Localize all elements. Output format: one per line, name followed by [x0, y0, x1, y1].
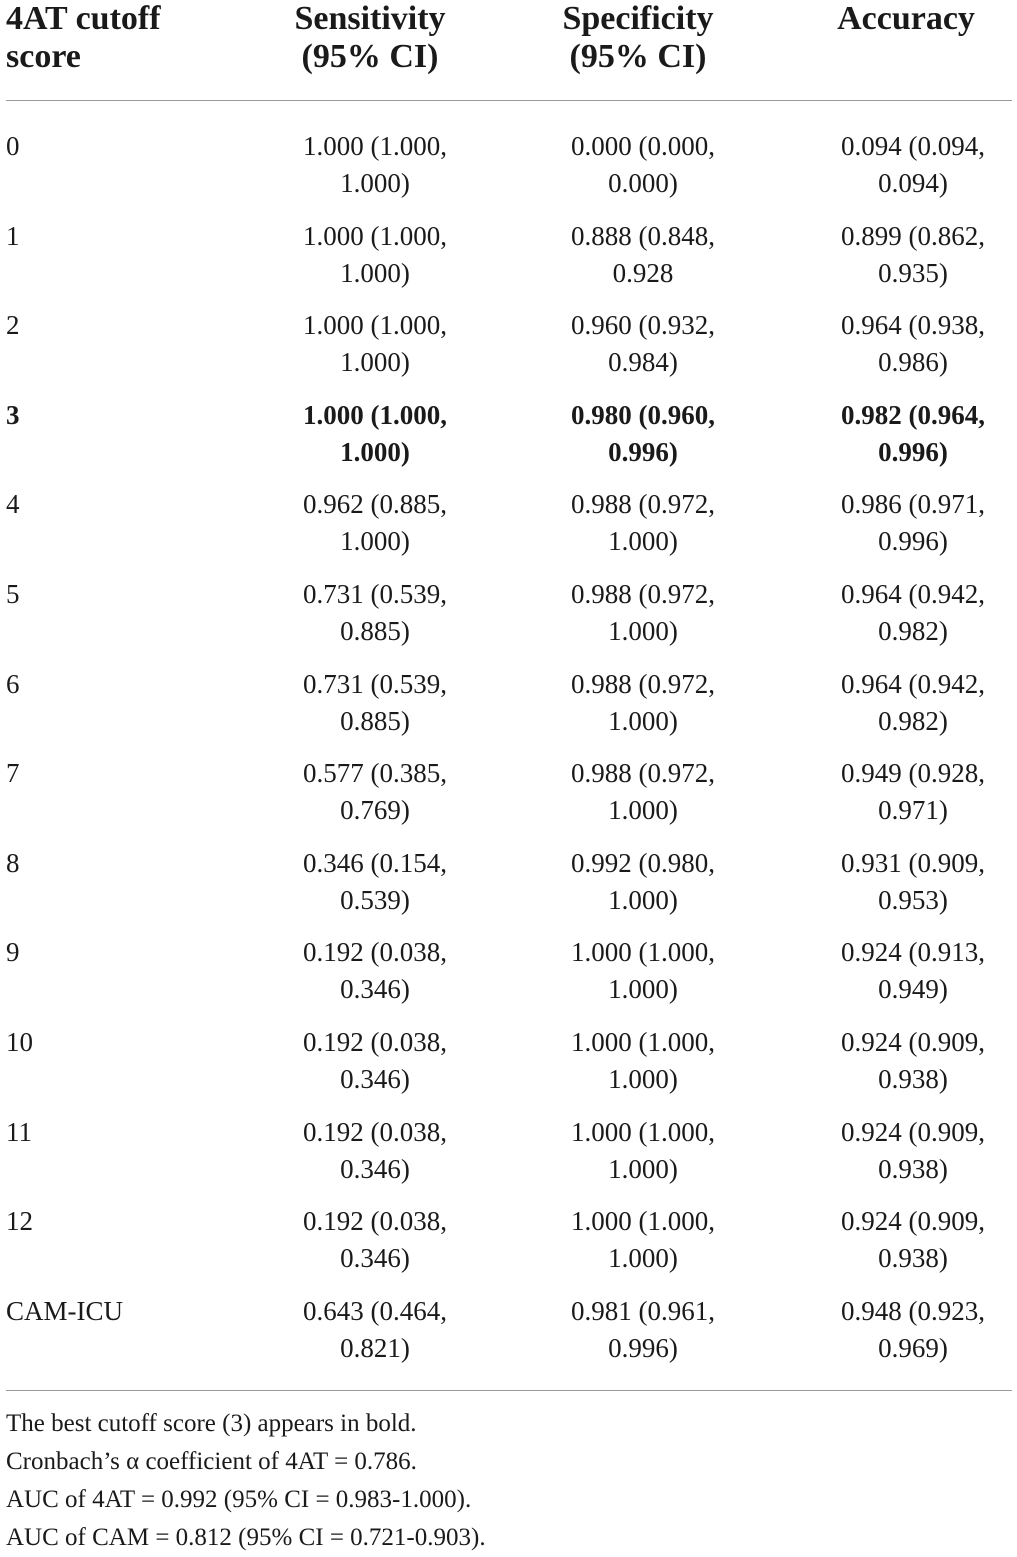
- cell-specificity: [523, 755, 763, 829]
- cell-specificity: [523, 397, 763, 471]
- cell-sensitivity: [255, 218, 495, 292]
- table-row: [0, 128, 1017, 218]
- cell-accuracy-line: 0.935): [878, 257, 948, 288]
- cell-specificity: [523, 1293, 763, 1367]
- cell-accuracy: [793, 845, 1017, 919]
- header-cutoff-score: 4AT cutoff score: [6, 0, 161, 75]
- table-row: [0, 845, 1017, 935]
- table-row: [0, 397, 1017, 487]
- cell-accuracy-line: 0.986): [878, 347, 948, 378]
- cell-specificity: [523, 1024, 763, 1098]
- cell-specificity-line: 1.000): [608, 884, 678, 915]
- cell-accuracy: [793, 755, 1017, 829]
- cell-accuracy: [793, 576, 1017, 650]
- cell-specificity: [523, 128, 763, 202]
- cell-specificity-line: 0.000 (0.000,: [571, 131, 715, 161]
- cell-sensitivity-line: 0.769): [340, 795, 410, 826]
- cell-accuracy-line: 0.948 (0.923,: [841, 1295, 985, 1326]
- cell-accuracy-line: 0.949 (0.928,: [841, 758, 985, 789]
- cell-sensitivity-line: 0.192 (0.038,: [303, 1026, 447, 1057]
- cell-specificity-line: 1.000 (1.000,: [571, 1026, 715, 1057]
- cell-sensitivity: [255, 666, 495, 740]
- footnote-auc-cam: AUC of CAM = 0.812 (95% CI = 0.721-0.903).: [6, 1524, 486, 1551]
- cell-accuracy-line: 0.924 (0.909,: [841, 1026, 985, 1057]
- cell-accuracy-line: 0.938): [878, 1243, 948, 1274]
- cell-sensitivity-line: 1.000 (1.000,: [303, 310, 447, 341]
- cell-sensitivity: [255, 1203, 495, 1277]
- cell-specificity: [523, 1114, 763, 1188]
- cell-sensitivity-line: 0.192 (0.038,: [303, 937, 447, 968]
- cell-specificity-line: 1.000): [608, 705, 678, 736]
- cell-sensitivity: [255, 307, 495, 381]
- cell-specificity-line: 0.928: [612, 257, 674, 288]
- cell-sensitivity-line: 0.346): [340, 1153, 410, 1184]
- cell-cutoff-score: 10: [6, 1026, 33, 1057]
- table-footnotes: [6, 1405, 486, 1557]
- cell-specificity: [523, 576, 763, 650]
- cell-cutoff-score: 11: [6, 1116, 32, 1147]
- footnote-cronbach-alpha: Cronbach’s α coefficient of 4AT = 0.786.: [6, 1448, 417, 1475]
- cell-sensitivity: [255, 128, 495, 202]
- cell-sensitivity-line: 0.346): [340, 1063, 410, 1094]
- table-row: [0, 307, 1017, 397]
- cell-accuracy-line: 0.094): [878, 168, 948, 198]
- table-row: [0, 576, 1017, 666]
- cell-specificity: [523, 486, 763, 560]
- header-sensitivity: Sensitivity (95% CI): [294, 0, 446, 75]
- cell-accuracy-line: 0.982): [878, 705, 948, 736]
- cell-accuracy-line: 0.949): [878, 974, 948, 1005]
- cell-sensitivity-line: 0.821): [340, 1332, 410, 1363]
- cell-specificity-line: 0.984): [608, 347, 678, 378]
- table-row: [0, 486, 1017, 576]
- cell-sensitivity-line: 0.192 (0.038,: [303, 1206, 447, 1237]
- cell-cutoff-score: 5: [6, 578, 20, 609]
- cell-sensitivity-line: 0.539): [340, 884, 410, 915]
- cell-specificity: [523, 218, 763, 292]
- cell-specificity-line: 0.988 (0.972,: [571, 758, 715, 789]
- header-accuracy: Accuracy: [837, 0, 975, 37]
- cell-specificity: [523, 307, 763, 381]
- cell-cutoff-score: 3: [6, 399, 20, 430]
- cell-sensitivity: [255, 755, 495, 829]
- cell-accuracy-line: 0.971): [878, 795, 948, 826]
- cell-accuracy-line: 0.969): [878, 1332, 948, 1363]
- table-row: [0, 1203, 1017, 1293]
- cell-sensitivity-line: 1.000 (1.000,: [303, 399, 447, 430]
- cell-cutoff-score: 7: [6, 758, 20, 789]
- cell-specificity-line: 1.000): [608, 974, 678, 1005]
- cell-sensitivity-line: 0.643 (0.464,: [303, 1295, 447, 1326]
- cell-sensitivity: [255, 576, 495, 650]
- cell-cutoff-score: 0: [6, 131, 20, 161]
- cell-specificity: [523, 1203, 763, 1277]
- cell-accuracy-line: 0.924 (0.913,: [841, 937, 985, 968]
- cell-cutoff-score: 12: [6, 1206, 33, 1237]
- cell-sensitivity: [255, 486, 495, 560]
- cell-sensitivity-line: 0.192 (0.038,: [303, 1116, 447, 1147]
- cell-specificity-line: 1.000): [608, 1063, 678, 1094]
- table-row: [0, 934, 1017, 1024]
- cell-accuracy-line: 0.938): [878, 1153, 948, 1184]
- cell-sensitivity-line: 0.885): [340, 615, 410, 646]
- cell-sensitivity-line: 1.000): [340, 526, 410, 557]
- cell-accuracy-line: 0.924 (0.909,: [841, 1206, 985, 1237]
- cell-accuracy-line: 0.996): [878, 436, 948, 467]
- cell-specificity-line: 0.996): [608, 436, 678, 467]
- footer-divider: [6, 1390, 1012, 1391]
- cell-sensitivity: [255, 1293, 495, 1367]
- cell-accuracy: [793, 1024, 1017, 1098]
- cell-specificity-line: 1.000): [608, 1243, 678, 1274]
- cell-accuracy: [793, 934, 1017, 1008]
- cell-accuracy: [793, 1203, 1017, 1277]
- cell-accuracy-line: 0.953): [878, 884, 948, 915]
- table-row: [0, 755, 1017, 845]
- cell-specificity-line: 0.988 (0.972,: [571, 668, 715, 699]
- cell-specificity-line: 0.980 (0.960,: [571, 399, 715, 430]
- cell-specificity-line: 0.960 (0.932,: [571, 310, 715, 341]
- cell-specificity: [523, 666, 763, 740]
- cell-sensitivity-line: 0.346): [340, 974, 410, 1005]
- cell-cutoff-score: 1: [6, 220, 20, 251]
- cell-specificity-line: 0.988 (0.972,: [571, 578, 715, 609]
- cell-accuracy-line: 0.938): [878, 1063, 948, 1094]
- table-row: [0, 1024, 1017, 1114]
- cell-accuracy-line: 0.982): [878, 615, 948, 646]
- cell-accuracy: [793, 397, 1017, 471]
- cell-sensitivity-line: 0.731 (0.539,: [303, 668, 447, 699]
- cell-accuracy: [793, 486, 1017, 560]
- cell-specificity-line: 1.000 (1.000,: [571, 1206, 715, 1237]
- cell-cutoff-score: 9: [6, 937, 20, 968]
- cell-specificity: [523, 934, 763, 1008]
- cell-specificity: [523, 845, 763, 919]
- cell-accuracy: [793, 128, 1017, 202]
- cell-cutoff-score: 6: [6, 668, 20, 699]
- cell-accuracy-line: 0.986 (0.971,: [841, 489, 985, 520]
- cell-specificity-line: 1.000): [608, 795, 678, 826]
- footnote-best-cutoff: The best cutoff score (3) appears in bold.: [6, 1410, 417, 1437]
- cell-specificity-line: 0.996): [608, 1332, 678, 1363]
- cell-accuracy-line: 0.931 (0.909,: [841, 847, 985, 878]
- cell-accuracy-line: 0.964 (0.942,: [841, 668, 985, 699]
- cell-sensitivity-line: 0.962 (0.885,: [303, 489, 447, 520]
- cell-accuracy: [793, 218, 1017, 292]
- cell-specificity-line: 0.981 (0.961,: [571, 1295, 715, 1326]
- cell-specificity-line: 0.988 (0.972,: [571, 489, 715, 520]
- cell-sensitivity-line: 1.000): [340, 347, 410, 378]
- cell-sensitivity: [255, 934, 495, 1008]
- cell-accuracy: [793, 1293, 1017, 1367]
- cell-sensitivity-line: 1.000 (1.000,: [303, 220, 447, 251]
- cell-specificity-line: 0.000): [608, 168, 678, 198]
- cell-sensitivity-line: 0.731 (0.539,: [303, 578, 447, 609]
- header-divider: [6, 100, 1012, 101]
- cell-sensitivity: [255, 1024, 495, 1098]
- cell-sensitivity-line: 0.577 (0.385,: [303, 758, 447, 789]
- cell-accuracy-line: 0.899 (0.862,: [841, 220, 985, 251]
- cell-accuracy-line: 0.964 (0.938,: [841, 310, 985, 341]
- cell-cutoff-score: 2: [6, 310, 20, 341]
- table-row: [0, 666, 1017, 756]
- cell-cutoff-score: 8: [6, 847, 20, 878]
- cell-specificity-line: 1.000): [608, 526, 678, 557]
- cell-accuracy-line: 0.964 (0.942,: [841, 578, 985, 609]
- cell-specificity-line: 1.000): [608, 615, 678, 646]
- cell-accuracy-line: 0.982 (0.964,: [841, 399, 985, 430]
- cell-sensitivity-line: 1.000): [340, 436, 410, 467]
- cell-sensitivity: [255, 1114, 495, 1188]
- table-body: [0, 128, 1017, 1382]
- cell-sensitivity-line: 1.000 (1.000,: [303, 131, 447, 161]
- header-specificity: Specificity (95% CI): [562, 0, 714, 75]
- cell-accuracy-line: 0.996): [878, 526, 948, 557]
- cell-sensitivity: [255, 397, 495, 471]
- cell-accuracy: [793, 666, 1017, 740]
- cell-accuracy: [793, 1114, 1017, 1188]
- cell-cutoff-score: 4: [6, 489, 20, 520]
- cell-sensitivity-line: 1.000): [340, 257, 410, 288]
- cell-cutoff-score: CAM-ICU: [6, 1295, 124, 1326]
- table-row: [0, 218, 1017, 308]
- cell-specificity-line: 1.000 (1.000,: [571, 937, 715, 968]
- cell-sensitivity-line: 0.885): [340, 705, 410, 736]
- cell-accuracy-line: 0.924 (0.909,: [841, 1116, 985, 1147]
- cell-specificity-line: 1.000 (1.000,: [571, 1116, 715, 1147]
- table-row: [0, 1114, 1017, 1204]
- cell-specificity-line: 0.888 (0.848,: [571, 220, 715, 251]
- cell-sensitivity: [255, 845, 495, 919]
- cell-specificity-line: 1.000): [608, 1153, 678, 1184]
- footnote-auc-4at: AUC of 4AT = 0.992 (95% CI = 0.983-1.000).: [6, 1486, 472, 1513]
- table-row: [0, 1293, 1017, 1383]
- cell-specificity-line: 0.992 (0.980,: [571, 847, 715, 878]
- cell-sensitivity-line: 0.346): [340, 1243, 410, 1274]
- cell-accuracy-line: 0.094 (0.094,: [841, 131, 985, 161]
- cell-sensitivity-line: 1.000): [340, 168, 410, 198]
- cell-accuracy: [793, 307, 1017, 381]
- cell-sensitivity-line: 0.346 (0.154,: [303, 847, 447, 878]
